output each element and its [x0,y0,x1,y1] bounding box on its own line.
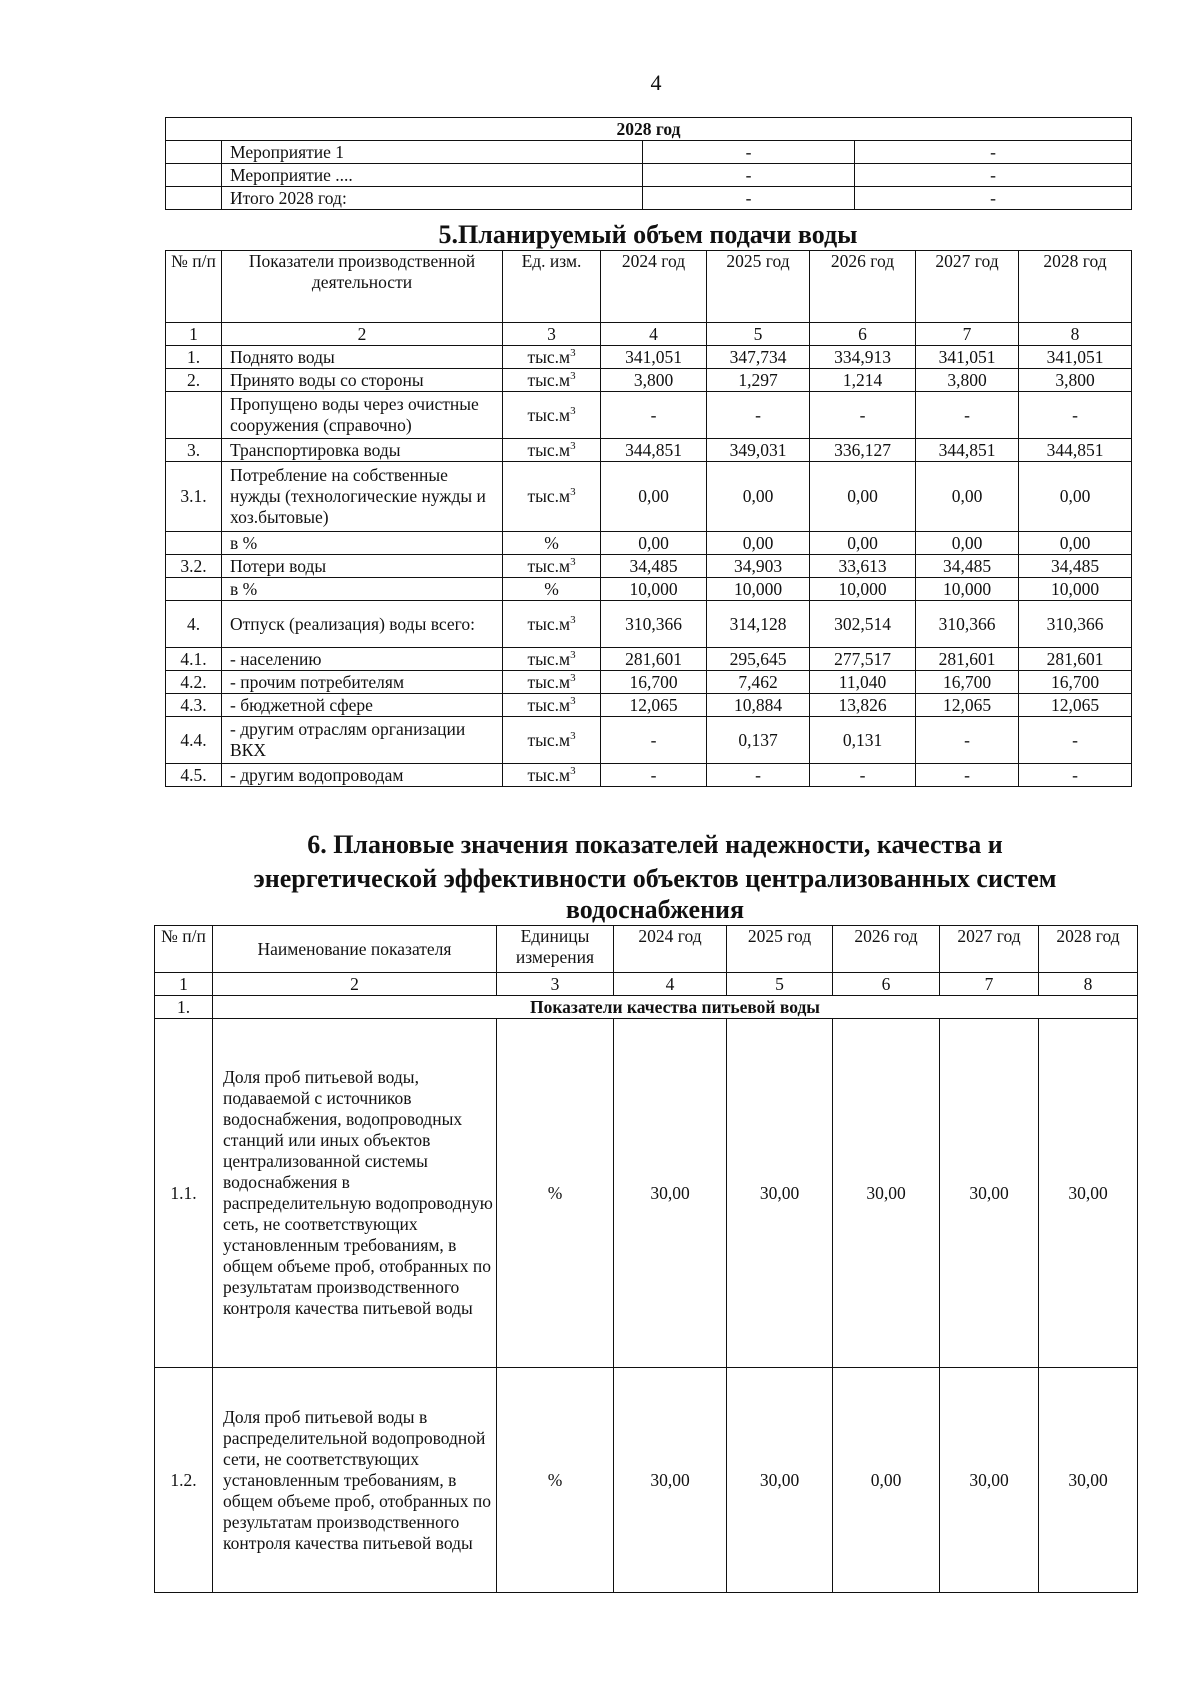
row-number: 3.2. [166,555,222,578]
value-cell: 0,00 [707,462,810,532]
header-cell: Ед. изм. [503,251,601,323]
value-cell: 1,214 [810,369,916,392]
unit-base: тыс.м [527,671,571,692]
unit-exponent: 3 [570,346,576,359]
table-2028-cell: - [855,164,1132,187]
value-cell: - [916,764,1019,787]
table-row [166,671,1132,694]
unit-cell [503,717,601,764]
table-2028-cell: - [855,141,1132,164]
value-cell: 10,000 [916,578,1019,601]
group-title: Показатели качества питьевой воды [213,996,1138,1019]
header-cell: 2028 год [1039,926,1138,973]
unit-cell [503,346,601,369]
indicator-name: - населению [222,648,503,671]
value-cell: 0,00 [601,532,707,555]
header-cell: 2027 год [940,926,1039,973]
value-cell: 34,903 [707,555,810,578]
indicator-name: Принято воды со стороны [222,369,503,392]
indicator-name: Транспортировка воды [222,439,503,462]
table-row [166,369,1132,392]
value-cell: - [916,392,1019,439]
unit-base: тыс.м [527,729,571,750]
column-number: 3 [497,973,614,996]
value-cell: 295,645 [707,648,810,671]
unit-exponent: 3 [570,694,576,707]
value-cell: 310,366 [601,601,707,648]
table-row [166,648,1132,671]
value-cell: 16,700 [1019,671,1132,694]
unit-base: тыс.м [527,404,571,425]
value-cell: 34,485 [601,555,707,578]
value-cell: 302,514 [810,601,916,648]
unit-cell [503,764,601,787]
unit-cell: % [503,578,601,601]
value-cell: 30,00 [614,1019,727,1368]
table-row [166,346,1132,369]
column-number: 6 [810,323,916,346]
header-cell: 2026 год [810,251,916,323]
section-5-title: 5.Планируемый объем подачи воды [438,220,858,249]
unit-cell [503,462,601,532]
table-2028-row-name: Мероприятие 1 [222,141,643,164]
value-cell: 3,800 [916,369,1019,392]
value-cell: 0,00 [1019,462,1132,532]
value-cell: 16,700 [916,671,1019,694]
value-cell: 281,601 [916,648,1019,671]
header-cell: Показатели производственной деятельности [222,251,503,323]
value-cell: 10,000 [1019,578,1132,601]
value-cell: 30,00 [940,1368,1039,1593]
value-cell: 0,00 [601,462,707,532]
value-cell: 281,601 [1019,648,1132,671]
unit-exponent: 3 [570,671,576,684]
table-row [166,764,1132,787]
unit-cell [503,439,601,462]
value-cell: - [601,717,707,764]
unit-cell [503,369,601,392]
column-number: 3 [503,323,601,346]
unit-exponent: 3 [570,648,576,661]
column-number: 1 [155,973,213,996]
value-cell: 11,040 [810,671,916,694]
value-cell: 277,517 [810,648,916,671]
section-6-title-line-3: водоснабжения [565,895,745,924]
value-cell: 341,051 [916,346,1019,369]
table-row [166,392,1132,439]
group-number: 1. [155,996,213,1019]
value-cell: 30,00 [1039,1368,1138,1593]
indicator-name: - прочим потребителям [222,671,503,694]
value-cell: 10,000 [601,578,707,601]
unit-base: тыс.м [527,346,571,367]
value-cell: - [810,392,916,439]
table-row [166,462,1132,532]
indicator-name: Доля проб питьевой воды, подаваемой с источников водоснабжения, водопроводных станций или иных объектов централизованной системы водоснабжения в распределительную водопроводную сеть, не соответствующих установленным требованиям, в общем объеме проб, отобранных по результатам производственного контроля качества питьевой воды [213,1019,497,1368]
indicator-name: Потери воды [222,555,503,578]
column-number: 7 [940,973,1039,996]
value-cell: 10,884 [707,694,810,717]
unit-exponent: 3 [570,764,576,777]
indicator-name: Отпуск (реализация) воды всего: [222,601,503,648]
unit-exponent: 3 [570,369,576,382]
header-cell: 2025 год [727,926,833,973]
value-cell: 314,128 [707,601,810,648]
value-cell: - [916,717,1019,764]
unit-base: тыс.м [527,694,571,715]
indicator-name: в % [222,578,503,601]
indicator-name: - бюджетной сфере [222,694,503,717]
header-cell: № п/п [155,926,213,973]
value-cell: 7,462 [707,671,810,694]
indicator-name: Доля проб питьевой воды в распределительной водопроводной сети, не соответствующих установленным требованиям, в общем объеме проб, отобранных по результатам производственного контроля качества питьевой воды [213,1368,497,1593]
value-cell: 0,131 [810,717,916,764]
row-number: 4. [166,601,222,648]
table-row [166,532,1132,555]
unit-exponent: 3 [570,439,576,452]
row-number: 4.4. [166,717,222,764]
unit-base: тыс.м [527,613,571,634]
value-cell: 349,031 [707,439,810,462]
header-cell: 2027 год [916,251,1019,323]
table-2028-cell: - [643,187,855,210]
table-2028-row-name: Мероприятие .... [222,164,643,187]
value-cell: 341,051 [601,346,707,369]
row-number: 1. [166,346,222,369]
section-6-table [154,925,1138,1593]
unit-cell [503,601,601,648]
table-2028 [165,117,1132,210]
value-cell: 30,00 [614,1368,727,1593]
unit-cell: % [497,1368,614,1593]
unit-exponent: 3 [570,486,576,499]
unit-base: тыс.м [527,648,571,669]
row-number: 4.1. [166,648,222,671]
unit-cell [503,694,601,717]
unit-cell [503,555,601,578]
row-number: 4.3. [166,694,222,717]
table-row [166,439,1132,462]
header-cell: 2024 год [601,251,707,323]
unit-cell [503,392,601,439]
header-cell: 2025 год [707,251,810,323]
value-cell: 0,00 [916,462,1019,532]
unit-exponent: 3 [570,555,576,568]
value-cell: 16,700 [601,671,707,694]
table-row [166,694,1132,717]
column-number: 4 [601,323,707,346]
unit-exponent: 3 [570,404,576,417]
header-cell: 2026 год [833,926,940,973]
table-2028-cell: - [643,141,855,164]
value-cell: 10,000 [810,578,916,601]
row-number: 3.1. [166,462,222,532]
value-cell: 30,00 [727,1368,833,1593]
indicator-name: Поднято воды [222,346,503,369]
column-number: 4 [614,973,727,996]
unit-exponent: 3 [570,613,576,626]
value-cell: 30,00 [940,1019,1039,1368]
table-row [166,555,1132,578]
value-cell: 30,00 [1039,1019,1138,1368]
unit-base: тыс.м [527,486,571,506]
unit-cell [503,671,601,694]
value-cell: 10,000 [707,578,810,601]
value-cell: 30,00 [833,1019,940,1368]
row-number: 3. [166,439,222,462]
column-number: 2 [213,973,497,996]
value-cell: - [1019,392,1132,439]
value-cell: 344,851 [916,439,1019,462]
value-cell: 13,826 [810,694,916,717]
value-cell: 3,800 [601,369,707,392]
value-cell: 12,065 [1019,694,1132,717]
value-cell: 334,913 [810,346,916,369]
value-cell: 34,485 [916,555,1019,578]
value-cell: 3,800 [1019,369,1132,392]
row-number: 4.5. [166,764,222,787]
table-row [166,578,1132,601]
header-cell: 2028 год [1019,251,1132,323]
unit-base: тыс.м [527,764,571,785]
header-cell: Наименование показателя [213,926,497,973]
value-cell: 310,366 [1019,601,1132,648]
section-6-title-line-1: 6. Плановые значения показателей надежности, качества и [307,830,1003,859]
value-cell: 0,00 [810,532,916,555]
unit-base: тыс.м [527,369,571,390]
value-cell: 281,601 [601,648,707,671]
value-cell: 0,00 [833,1368,940,1593]
value-cell: - [601,392,707,439]
unit-cell: % [497,1019,614,1368]
value-cell: 12,065 [601,694,707,717]
row-number: 1.1. [155,1019,213,1368]
header-cell: 2024 год [614,926,727,973]
column-number: 5 [727,973,833,996]
value-cell: - [1019,717,1132,764]
value-cell: - [707,392,810,439]
value-cell: 344,851 [601,439,707,462]
value-cell: 12,065 [916,694,1019,717]
indicator-name: Пропущено воды через очистные сооружения (справочно) [222,392,503,439]
value-cell: 0,00 [810,462,916,532]
column-number: 7 [916,323,1019,346]
column-number: 8 [1019,323,1132,346]
unit-exponent: 3 [570,729,576,742]
value-cell: 1,297 [707,369,810,392]
row-number [166,392,222,439]
table-2028-title: 2028 год [166,118,1132,141]
value-cell: 34,485 [1019,555,1132,578]
page-number: 4 [650,70,662,95]
value-cell: 310,366 [916,601,1019,648]
row-number [166,532,222,555]
section-5-table [165,250,1132,787]
value-cell: 33,613 [810,555,916,578]
value-cell: 0,00 [707,532,810,555]
row-number [166,578,222,601]
unit-base: тыс.м [527,555,571,576]
row-number: 2. [166,369,222,392]
column-number: 6 [833,973,940,996]
unit-cell [503,648,601,671]
value-cell: 344,851 [1019,439,1132,462]
unit-cell: % [503,532,601,555]
value-cell: - [810,764,916,787]
indicator-name: Потребление на собственные нужды (технологические нужды и хоз.бытовые) [222,462,503,532]
indicator-name: - другим водопроводам [222,764,503,787]
section-6-title-line-2: энергетической эффективности объектов централизованных систем [253,864,1057,893]
row-number: 1.2. [155,1368,213,1593]
value-cell: 341,051 [1019,346,1132,369]
value-cell: 30,00 [727,1019,833,1368]
value-cell: 0,137 [707,717,810,764]
row-number: 4.2. [166,671,222,694]
value-cell: - [707,764,810,787]
header-cell: № п/п [166,251,222,323]
value-cell: - [1019,764,1132,787]
table-2028-cell: - [855,187,1132,210]
value-cell: - [601,764,707,787]
indicator-name: в % [222,532,503,555]
value-cell: 0,00 [1019,532,1132,555]
table-row [166,601,1132,648]
column-number: 1 [166,323,222,346]
table-2028-cell: - [643,164,855,187]
value-cell: 347,734 [707,346,810,369]
header-cell: Единицы измерения [497,926,614,973]
indicator-name: - другим отраслям организации ВКХ [222,717,503,764]
column-number: 5 [707,323,810,346]
unit-base: тыс.м [527,439,571,460]
value-cell: 336,127 [810,439,916,462]
column-number: 2 [222,323,503,346]
column-number: 8 [1039,973,1138,996]
table-row [166,717,1132,764]
value-cell: 0,00 [916,532,1019,555]
table-2028-row-name: Итого 2028 год: [222,187,643,210]
